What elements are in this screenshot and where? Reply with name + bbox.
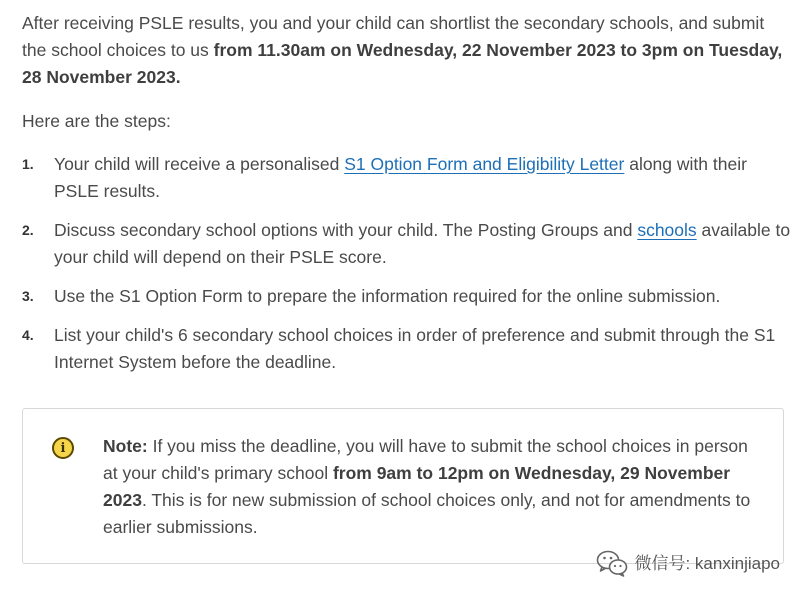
step-text: List your child's 6 secondary school choices in order of preference and submit through the S1 Internet System before the deadline. — [54, 325, 776, 372]
step-number: 3. — [22, 288, 34, 304]
wechat-icon — [596, 549, 628, 577]
step-text: along with their PSLE results. — [54, 154, 747, 201]
watermark-text: 微信号: kanxinjiapo — [634, 553, 780, 573]
intro-paragraph — [22, 10, 792, 91]
step-number: 1. — [22, 156, 34, 172]
note-callout — [22, 408, 784, 564]
note-label: Note: — [103, 436, 148, 456]
watermark — [596, 549, 780, 577]
step-number: 2. — [22, 222, 34, 238]
step-number: 4. — [22, 327, 34, 343]
note-body-end: . This is for new submission of school choices only, and not for amendments to earlier submissions. — [103, 490, 751, 537]
intro-text: After receiving PSLE results, you and your child can shortlist the secondary schools, and submit the school choices to us — [22, 13, 765, 60]
note-body: If you miss the deadline, you will have to submit the school choices in person at your child's primary school — [103, 436, 748, 483]
s1-option-form-link[interactable]: S1 Option Form and Eligibility Letter — [344, 154, 625, 174]
schools-link[interactable]: schools — [637, 220, 697, 240]
note-deadline: from 9am to 12pm on Wednesday, 29 November 2023 — [103, 463, 731, 510]
step-text: Use the S1 Option Form to prepare the information required for the online submission. — [54, 286, 721, 306]
step-text: Discuss secondary school options with your child. The Posting Groups and — [54, 220, 638, 240]
step-item-3 — [22, 283, 792, 310]
step-text: available to your child will depend on their PSLE score. — [54, 220, 791, 267]
steps-label: Here are the steps: — [22, 111, 171, 131]
step-item-2 — [22, 217, 792, 271]
steps-list — [22, 151, 792, 388]
step-item-4 — [22, 322, 792, 376]
intro-deadline: from 11.30am on Wednesday, 22 November 2023 to 3pm on Tuesday, 28 November 2023. — [22, 40, 783, 87]
note-text — [103, 433, 763, 541]
step-item-1 — [22, 151, 792, 205]
step-text: Your child will receive a personalised — [54, 154, 345, 174]
info-icon: i — [52, 437, 74, 459]
